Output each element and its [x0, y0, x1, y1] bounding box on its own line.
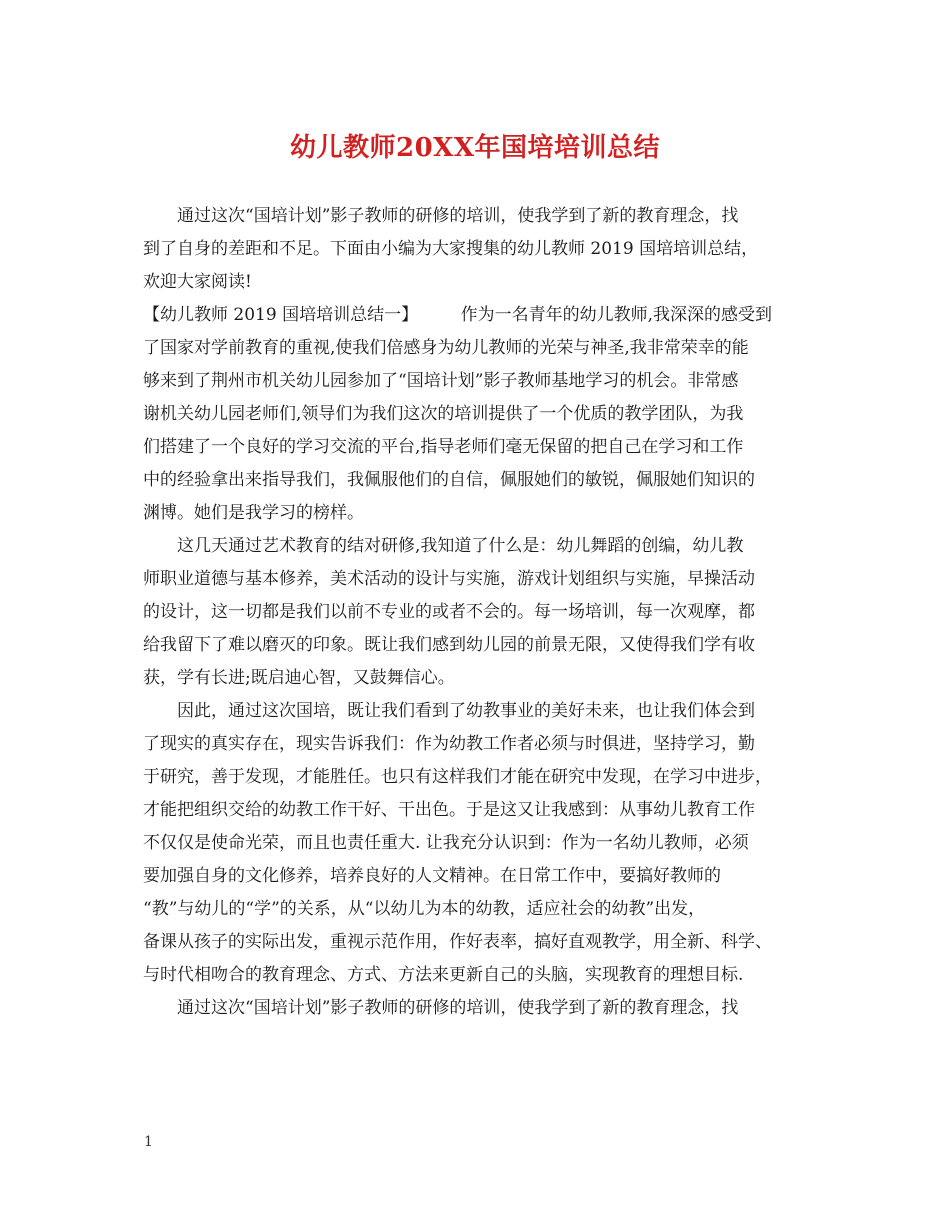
- text-line: 通过这次“国培计划”影子教师的研修的培训，使我学到了新的教育理念，找: [177, 206, 739, 226]
- text-line: 给我留下了难以磨灭的印象。既让我们感到幼儿园的前景无限，又使得我们学有收: [143, 635, 755, 655]
- document-body: [143, 200, 833, 1025]
- text-line: 到了自身的差距和不足。下面由小编为大家搜集的幼儿教师 2019 国培培训总结，: [143, 239, 759, 259]
- text-line: 与时代相吻合的教育理念、方式、方法来更新自己的头脑，实现教育的理想目标.: [143, 965, 744, 985]
- document-title: 幼儿教师20XX年国培培训总结: [289, 133, 661, 163]
- text-line: 【幼儿教师 2019 国培培训总结一】 作为一名青年的幼儿教师,我深深的感受到: [143, 305, 772, 325]
- text-line: 渊博。她们是我学习的榜样。: [143, 503, 364, 523]
- text-line: 通过这次“国培计划”影子教师的研修的培训，使我学到了新的教育理念，找: [177, 998, 739, 1018]
- text-line: 中的经验拿出来指导我们，我佩服他们的自信，佩服她们的敏锐，佩服她们知识的: [143, 470, 755, 490]
- text-line: 欢迎大家阅读!: [143, 272, 252, 292]
- text-line: 师职业道德与基本修养，美术活动的设计与实施，游戏计划组织与实施，早操活动: [143, 569, 755, 589]
- page-number: 1: [144, 1134, 153, 1150]
- text-line: 这几天通过艺术教育的结对研修,我知道了什么是：幼儿舞蹈的创编，幼儿教: [177, 536, 744, 556]
- text-line: 的设计，这一切都是我们以前不专业的或者不会的。每一场培训，每一次观摩，都: [143, 602, 755, 622]
- text-line: 获，学有长进;既启迪心智，又鼓舞信心。: [143, 668, 455, 688]
- text-line: “教”与幼儿的“学”的关系，从“以幼儿为本的幼教，适应社会的幼教”出发，: [143, 899, 706, 919]
- text-line: 够来到了荆州市机关幼儿园参加了“国培计划”影子教师基地学习的机会。非常感: [143, 371, 739, 391]
- text-line: 备课从孩子的实际出发，重视示范作用，作好表率，搞好直观教学，用全新、科学、: [143, 932, 772, 952]
- text-line: 于研究，善于发现，才能胜任。也只有这样我们才能在研究中发现，在学习中进步，: [143, 767, 772, 787]
- text-line: 要加强自身的文化修养，培养良好的人文精神。在日常工作中，要搞好教师的: [143, 866, 721, 886]
- text-line: 因此，通过这次国培，既让我们看到了幼教事业的美好未来，也让我们体会到: [177, 701, 755, 721]
- text-line: 才能把组织交给的幼教工作干好、干出色。于是这又让我感到：从事幼儿教育工作: [143, 800, 755, 820]
- text-line: 谢机关幼儿园老师们,领导们为我们这次的培训提供了一个优质的教学团队，为我: [143, 404, 744, 424]
- text-line: 了国家对学前教育的重视,使我们倍感身为幼儿教师的光荣与神圣,我非常荣幸的能: [143, 338, 749, 358]
- text-line: 不仅仅是使命光荣，而且也责任重大. 让我充分认识到：作为一名幼儿教师，必须: [143, 833, 749, 853]
- text-line: 了现实的真实存在，现实告诉我们：作为幼教工作者必须与时俱进，坚持学习，勤: [143, 734, 755, 754]
- text-line: 们搭建了一个良好的学习交流的平台,指导老师们毫无保留的把自己在学习和工作: [143, 437, 744, 457]
